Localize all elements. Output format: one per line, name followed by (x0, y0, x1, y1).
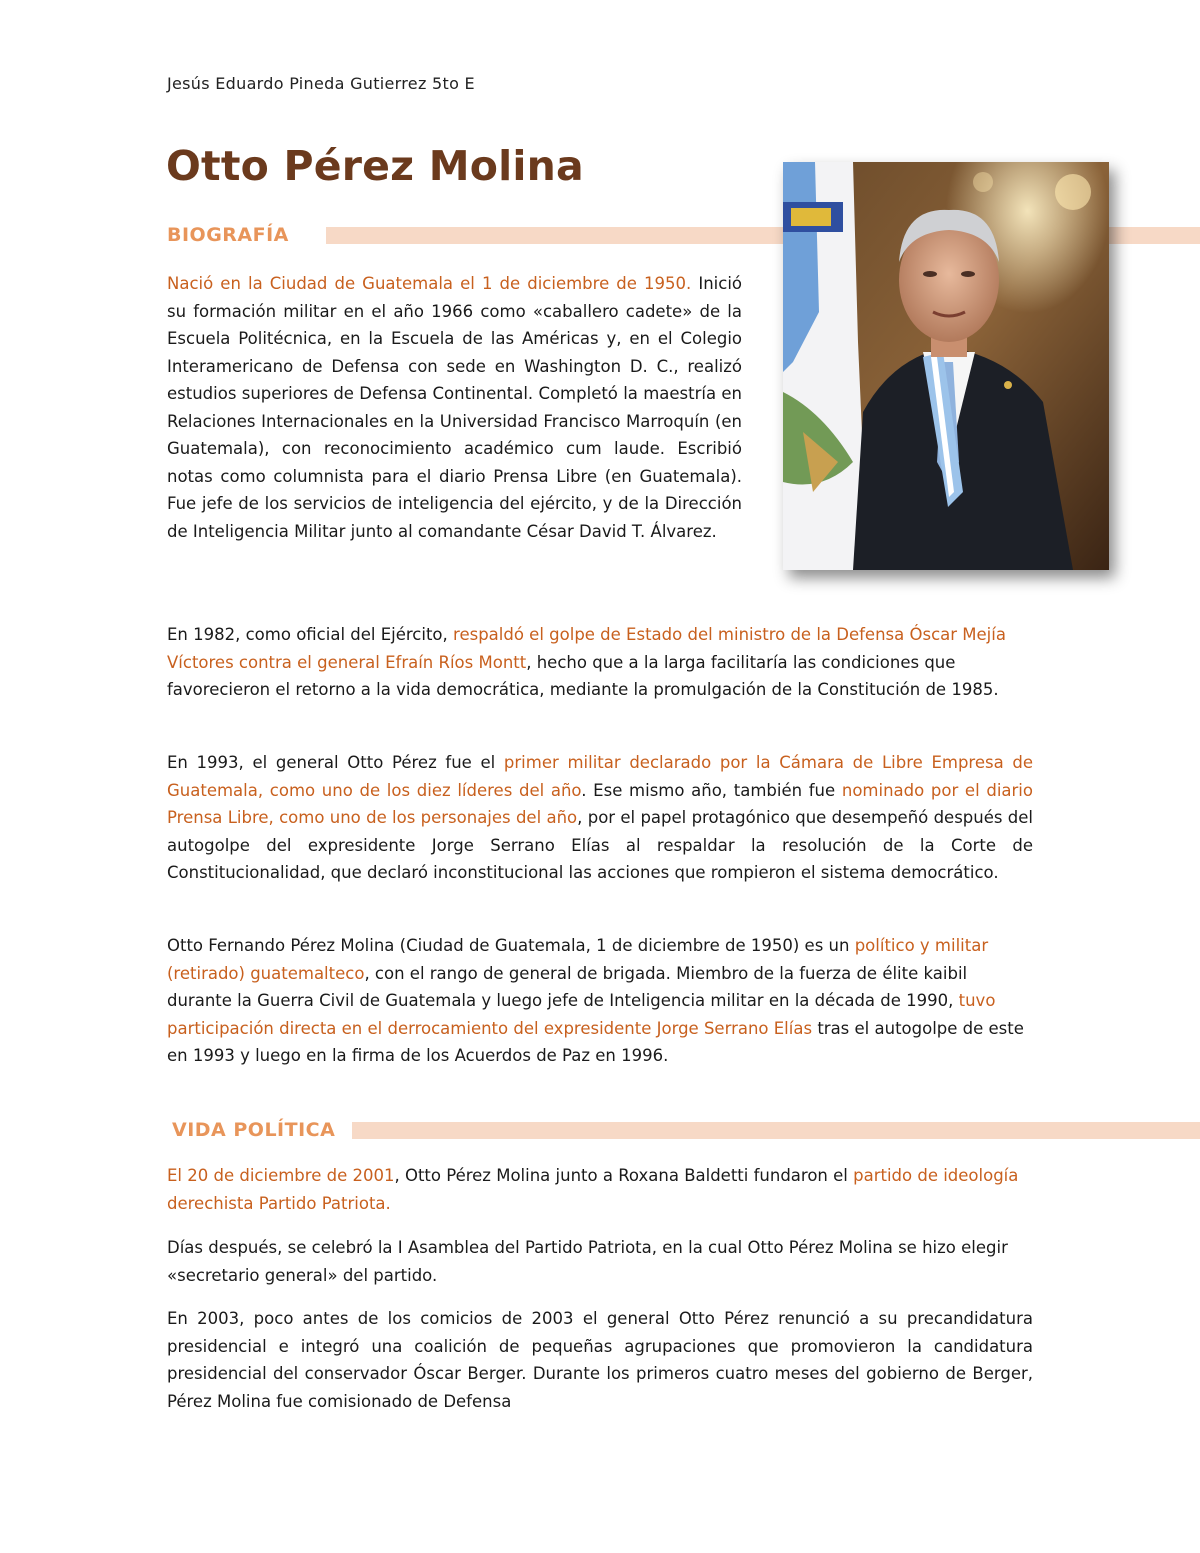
paragraph-text: tras el autogolpe de este en 1993 y luego en la firma de los Acuerdos de Paz en 1996. (167, 1018, 1024, 1065)
bio-paragraph-3 (167, 749, 1033, 887)
highlight-text: tuvo participación directa en el derrocamiento del expresidente Jorge Serrano Elías (167, 991, 996, 1038)
paragraph-text: , hecho que a la larga facilitaría las condiciones que favorecieron el retorno a la vida democrática, mediante la promulgación de la Constitución de 1985. (167, 652, 999, 699)
vida-paragraph-3: En 2003, poco antes de los comicios de 2003 el general Otto Pérez renunció a su precandidatura presidencial e integró una coalición de pequeñas agrupaciones que promovieron la candidatura presidencial del conservador Óscar Berger. Durante los primeros cuatro meses del gobierno de Berger, Pérez Molina fue comisionado de Defensa (167, 1309, 1033, 1411)
bio-paragraph-2 (167, 621, 1037, 704)
section-header-vida-politica (0, 1119, 1200, 1145)
paragraph-text: , con el rango de general de brigada. Miembro de la fuerza de élite kaibil durante la Guerra Civil de Guatemala y luego jefe de Inteligencia militar en la década de 1990, (167, 963, 968, 1010)
paragraph-text: En 1993, el general Otto Pérez fue el (167, 753, 504, 772)
bio-paragraph-1 (167, 270, 742, 545)
paragraph-text: , por el papel protagónico que desempeñó después del autogolpe del expresidente Jorge Serrano Elías al respaldar la resolución de la Corte de Constitucionalidad, que declaró inconstitucional las acciones que rompieron el sistema democrático. (167, 808, 1034, 882)
paragraph-text: En 1982, como oficial del Ejército, (167, 625, 454, 644)
highlight-text: nominado por el diario Prensa Libre, como uno de los personajes del año (167, 780, 1033, 827)
page-title: Otto Pérez Molina (166, 142, 584, 190)
highlight-text: primer militar declarado por la Cámara de Libre Empresa de Guatemala, como uno de los diez líderes del año (167, 753, 1034, 800)
author-header: Jesús Eduardo Pineda Gutierrez 5to E (167, 74, 475, 93)
paragraph-text: . Ese mismo año, también fue (581, 780, 842, 800)
paragraph-text: , Otto Pérez Molina junto a Roxana Baldetti fundaron el (394, 1166, 854, 1185)
vida-paragraph-1 (167, 1162, 1037, 1217)
highlight-text: El 20 de diciembre de 2001 (167, 1166, 395, 1185)
portrait-photo (783, 162, 1109, 570)
highlight-text: político y militar (retirado) guatemalteco (167, 936, 989, 983)
bio-paragraph-4 (167, 932, 1035, 1070)
paragraph-text: Inició su formación militar en el año 1966 como «caballero cadete» de la Escuela Politécnica, en la Escuela de las Américas y, en el Colegio Interamericano de Defensa con sede en Washington D. C., realizó estudios superiores de Defensa Continental. Completó la maestría en Relaciones Internacionales en la Universidad Francisco Marroquín (en Guatemala), con reconocimiento académico cum laude. Escribió notas como columnista para el diario Prensa Libre (en Guatemala). Fue jefe de los servicios de inteligencia del ejército, y de la Dirección de Inteligencia Militar junto al comandante César David T. Álvarez. (167, 274, 742, 541)
highlight-text: respaldó el golpe de Estado del ministro de la Defensa Óscar Mejía Víctores contra el general Efraín Ríos Montt (167, 625, 1006, 672)
highlight-text: Nació en la Ciudad de Guatemala el 1 de diciembre de 1950. (167, 274, 692, 293)
highlight-text: partido de ideología derechista Partido Patriota. (167, 1166, 1019, 1213)
section-title-biografia: BIOGRAFÍA (167, 224, 289, 246)
paragraph-text: Otto Fernando Pérez Molina (Ciudad de Guatemala, 1 de diciembre de 1950) es un (167, 936, 855, 955)
section-title-vida-politica: VIDA POLÍTICA (172, 1119, 336, 1141)
section-divider-bar (352, 1122, 1200, 1139)
vida-paragraph-2: Días después, se celebró la I Asamblea del Partido Patriota, en la cual Otto Pérez Molina se hizo elegir «secretario general» del partido. (167, 1238, 1008, 1285)
